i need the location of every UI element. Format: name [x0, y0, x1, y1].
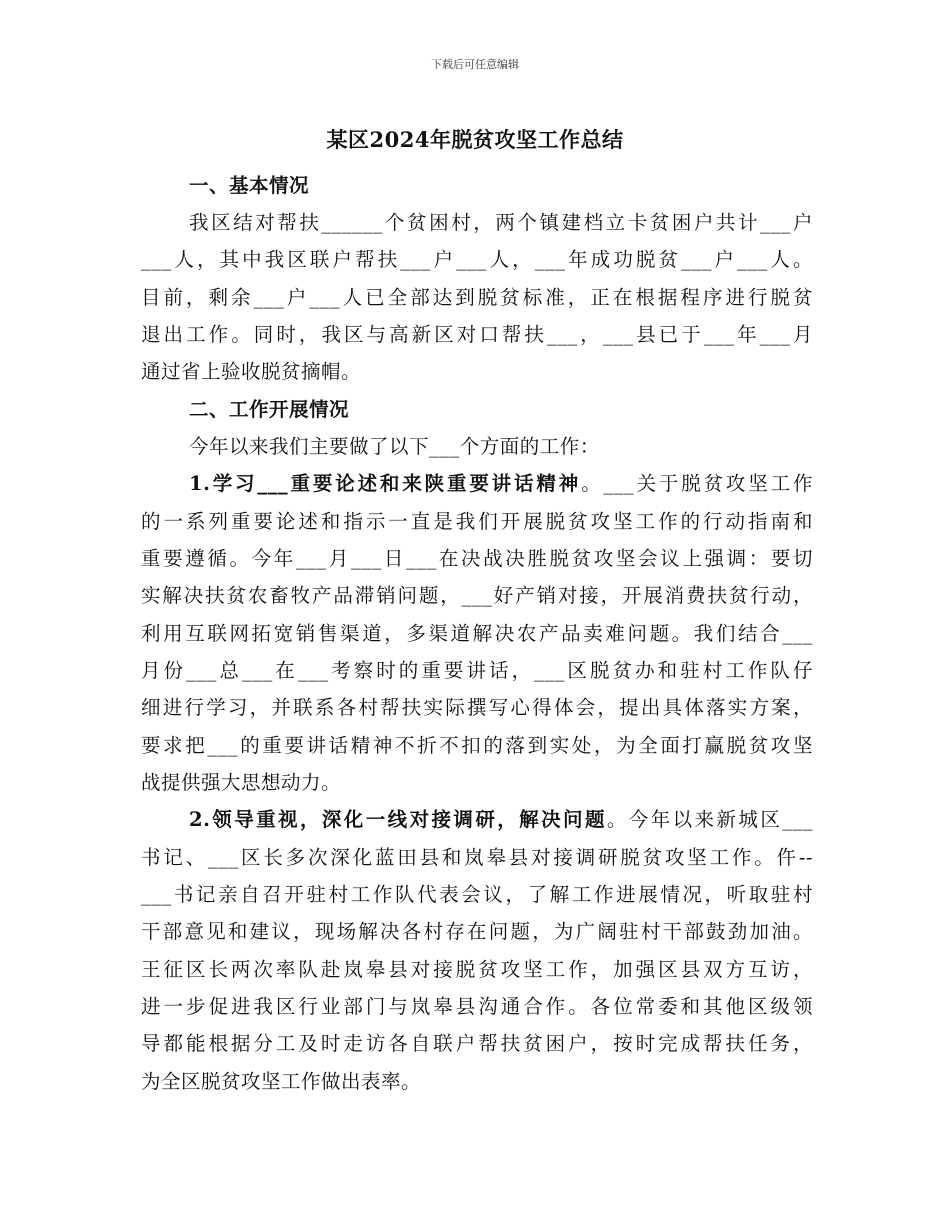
paragraph-line: 利用互联网拓宽销售渠道，多渠道解决农产品卖难问题。我们结合___ — [141, 622, 813, 645]
paragraph-line: 导都能根据分工及时走访各自联户帮扶贫困户，按时完成帮扶任务， — [141, 1032, 813, 1055]
paragraph-line: 实解决扶贫农畜牧产品滞销问题，___好产销对接，开展消费扶贫行动， — [141, 584, 813, 607]
paragraph-line: 进一步促进我区行业部门与岚皋县沟通合作。各位常委和其他区级领 — [141, 995, 813, 1018]
item-1-rest: 。___关于脱贫攻坚工作 — [581, 472, 813, 495]
paragraph-line: 干部意见和建议，现场解决各村存在问题，为广阔驻村干部鼓劲加油。 — [141, 920, 813, 943]
paragraph-line: 细进行学习，并联系各村帮扶实际撰写心得体会，提出具体落实方案， — [141, 696, 813, 719]
section-heading-basic: 一、基本情况 — [189, 174, 310, 197]
paragraph-line: ___人，其中我区联户帮扶___户___人，___年成功脱贫___户___人。 — [141, 248, 813, 271]
item-2-rest: 。今年以来新城区___ — [606, 808, 813, 831]
page-header-note: 下载后可任意编辑 — [431, 58, 519, 71]
item-2-lead: 2.领导重视，深化一线对接调研，解决问题 — [189, 808, 607, 831]
item-1-lead: 1.学习___重要论述和来陕重要讲话精神 — [189, 472, 582, 495]
item-1-first-line — [189, 468, 813, 500]
section-heading-work: 二、工作开展情况 — [189, 398, 350, 421]
paragraph-line: 重要遵循。今年___月___日___在决战决胜脱贫攻坚会议上强调：要切 — [141, 547, 813, 570]
paragraph-line: 书记、___区长多次深化蓝田县和岚皋县对接调研脱贫攻坚工作。仵-- — [141, 846, 813, 869]
paragraph-line: 要求把___的重要讲话精神不折不扣的落到实处，为全面打赢脱贫攻坚 — [141, 734, 813, 757]
paragraph-line: 通过省上验收脱贫摘帽。 — [141, 360, 362, 383]
paragraph-line: 战提供强大思想动力。 — [141, 771, 342, 794]
paragraph-line: 月份___总___在___考察时的重要讲话，___区脱贫办和驻村工作队仔 — [141, 659, 813, 682]
paragraph-line: 王征区长两次率队赴岚皋县对接脱贫攻坚工作，加强区县双方互访， — [141, 958, 813, 981]
paragraph-line: 为全区脱贫攻坚工作做出表率。 — [141, 1070, 422, 1093]
paragraph-line: 我区结对帮扶______个贫困村，两个镇建档立卡贫困户共计___户 — [189, 211, 813, 234]
paragraph-line: 目前，剩余___户___人已全部达到脱贫标准，正在根据程序进行脱贫 — [141, 286, 813, 309]
paragraph-line: 的一系列重要论述和指示一直是我们开展脱贫攻坚工作的行动指南和 — [141, 510, 813, 533]
paragraph-line: 今年以来我们主要做了以下___个方面的工作： — [189, 435, 600, 458]
item-2-first-line — [189, 804, 813, 836]
paragraph-line: ___书记亲自召开驻村工作队代表会议，了解工作进展情况，听取驻村 — [141, 883, 813, 906]
document-title: 某区2024年脱贫攻坚工作总结 — [326, 127, 624, 152]
paragraph-line: 退出工作。同时，我区与高新区对口帮扶___，___县已于___年___月 — [141, 323, 813, 346]
